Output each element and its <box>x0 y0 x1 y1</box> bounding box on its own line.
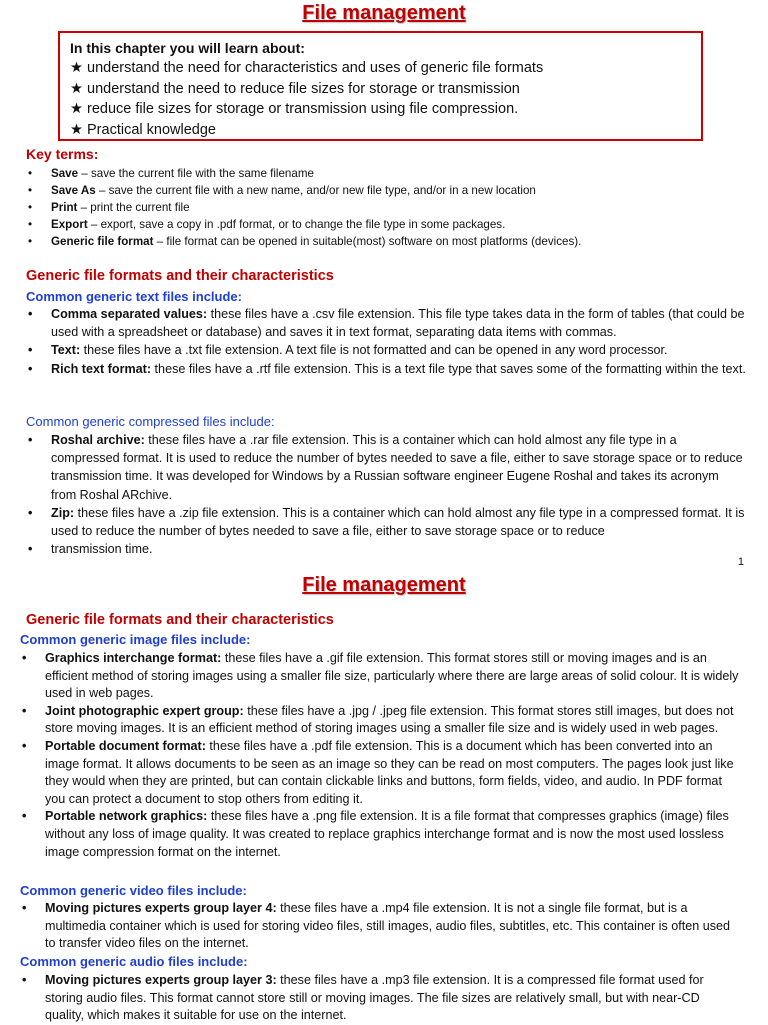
key-term-item: • Generic file format – file format can be opened in suitable(most) software on most platforms (devices). <box>26 233 581 250</box>
key-term-item: • Print – print the current file <box>26 199 581 216</box>
key-term-item: • Save – save the current file with the same filename <box>26 165 581 182</box>
video-files-heading: Common generic video files include: <box>20 883 247 898</box>
star-icon: ★ <box>70 121 83 138</box>
compressed-files-list <box>26 431 746 558</box>
star-icon: ★ <box>70 60 83 77</box>
page-title: File management <box>302 574 466 596</box>
objective-item: ★ reduce file sizes for storage or transmission using file compression. <box>70 101 519 118</box>
page-title: File management <box>302 2 466 24</box>
key-term-item: • Export – export, save a copy in .pdf format, or to change the file type in some packages. <box>26 216 581 233</box>
objective-item: ★ understand the need to reduce file sizes for storage or transmission <box>70 80 520 97</box>
objective-item: ★ understand the need for characteristics and uses of generic file formats <box>70 60 544 77</box>
video-files-list <box>20 900 740 953</box>
list-item: • Joint photographic expert group: these files have a .jpg / .jpeg file extension. This format stores still images, but does not store moving images. It is an efficient method of storing images using a smaller file size and is widely used in web pages. <box>20 703 740 738</box>
section-heading: Generic file formats and their characteristics <box>26 612 334 628</box>
list-item: • Portable network graphics: these files have a .png file extension. It is a file format that compresses graphics (image) files without any loss of image quality. It was created to replace graphics interchange format and is now the most used lossless image compression format on the internet. <box>20 808 740 861</box>
list-item: • Comma separated values: these files have a .csv file extension. This file type takes data in the form of tables (that could be used with a spreadsheet or database) and saves it in text format, separating data items with commas. <box>26 305 746 341</box>
list-item: • Roshal archive: these files have a .rar file extension. This is a container which can hold almost any file type in a compressed format. It is used to reduce the number of bytes needed to save a file, either to save storage space or to reduce transmission time. It was developed for Windows by a Russian software engineer Eugene Roshal and takes its acronym from Roshal ARchive. <box>26 431 746 504</box>
image-files-heading: Common generic image files include: <box>20 632 251 647</box>
text-files-heading: Common generic text files include: <box>26 289 242 304</box>
star-icon: ★ <box>70 101 83 118</box>
page-2 <box>0 572 768 1023</box>
list-item: • Moving pictures experts group layer 4: these files have a .mp4 file extension. It is not a single file format, but is a multimedia container which is used for storing video files, still images, audio files, subtitles, etc. This container is often used to transfer video files on the internet. <box>20 900 740 953</box>
objectives-lead: In this chapter you will learn about: <box>70 40 305 56</box>
list-item: • Text: these files have a .txt file extension. A text file is not formatted and can be opened in any word processor. <box>26 341 746 359</box>
list-item: • Rich text format: these files have a .rtf file extension. This is a text file type that saves some of the formatting within the text. <box>26 360 746 378</box>
audio-files-heading: Common generic audio files include: <box>20 954 248 969</box>
list-item: • Graphics interchange format: these files have a .gif file extension. This format stores still or moving images and is an efficient method of storing images using a smaller file size, particularly where there are large areas of solid colour. It is widely used in web pages. <box>20 650 740 703</box>
list-item: • Moving pictures experts group layer 3: these files have a .mp3 file extension. It is a compressed file format used for storing audio files. This format cannot store still or moving images. The file sizes are relatively small, but with near-CD quality, which makes it suitable for use on the internet. <box>20 972 740 1025</box>
page-number: 1 <box>737 556 744 568</box>
star-icon: ★ <box>70 80 83 97</box>
key-term-item: • Save As – save the current file with a new name, and/or new file type, and/or in a new location <box>26 182 581 199</box>
audio-files-list <box>20 972 740 1025</box>
compressed-files-heading: Common generic compressed files include: <box>26 414 275 429</box>
key-terms-list <box>26 165 581 250</box>
objective-item: ★ Practical knowledge <box>70 121 216 138</box>
learning-objectives-box <box>58 31 703 141</box>
text-files-list <box>26 305 746 378</box>
list-item: • transmission time. <box>26 540 746 558</box>
section-heading: Generic file formats and their characteristics <box>26 268 334 284</box>
key-terms-heading: Key terms: <box>26 146 99 162</box>
list-item: • Portable document format: these files have a .pdf file extension. This is a document which has been converted into an image format. It allows documents to be seen as an image so they can be read on most computers. The pages look just like they would when they are printed, but can contain clickable links and buttons, form fields, video, and audio. In PDF format you can protect a document to stop others from editing it. <box>20 738 740 808</box>
list-item: • Zip: these files have a .zip file extension. This is a container which can hold almost any file type in a compressed format. It is used to reduce the number of bytes needed to save a file, either to save storage space or to reduce <box>26 504 746 540</box>
image-files-list <box>20 650 740 861</box>
